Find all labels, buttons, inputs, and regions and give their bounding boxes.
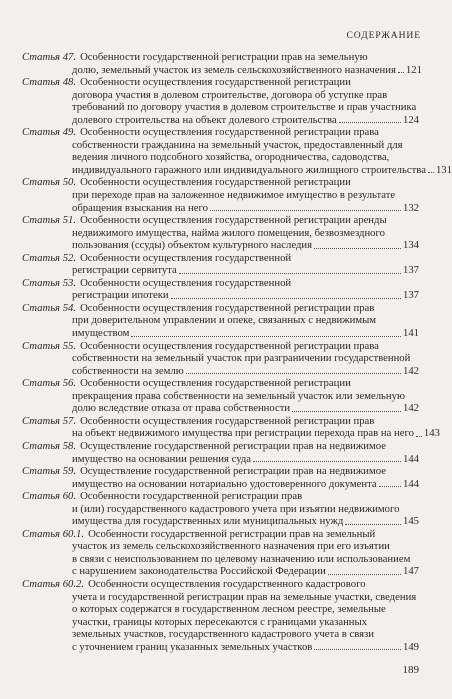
dot-leader bbox=[179, 273, 401, 274]
entry-text-line: Особенности государственной регистрации прав на земельную bbox=[80, 51, 368, 63]
toc-entry[interactable] bbox=[22, 302, 419, 340]
dot-leader bbox=[186, 373, 401, 374]
entry-text-line: с нарушением законодательства Российской Федерации bbox=[72, 565, 326, 578]
entry-page-number: 121 bbox=[405, 63, 422, 76]
article-label: Статья 52. bbox=[22, 251, 77, 264]
entry-text-line: регистрации ипотеки bbox=[72, 289, 169, 302]
entry-text-line: Осуществление государственной регистрации прав на недвижимое bbox=[80, 439, 386, 452]
article-label: Статья 50. bbox=[22, 176, 77, 189]
entry-text-line: пользования (ссуды) объектом культурного наследия bbox=[72, 239, 313, 252]
entry-text-line: собственности на земельный участок при разграничении государственной bbox=[72, 352, 411, 365]
article-label: Статья 55. bbox=[22, 339, 77, 352]
entry-text-line: участки, границы которых пересекаются с границами указанных bbox=[72, 615, 368, 628]
entry-page-number: 132 bbox=[402, 201, 419, 214]
entry-text-line: индивидуального гаражного или индивидуального жилищного строительства bbox=[72, 163, 426, 176]
dot-leader bbox=[328, 574, 401, 575]
entry-text-line: на объект недвижимого имущества при регистрации перехода прав на него bbox=[72, 427, 414, 440]
entry-text-line: в связи с неиспользованием по целевому назначению или использованием bbox=[72, 552, 411, 565]
entry-page-number: 142 bbox=[402, 402, 419, 415]
toc-entry[interactable] bbox=[22, 76, 419, 126]
dot-leader bbox=[428, 172, 434, 173]
article-label: Статья 58. bbox=[22, 439, 77, 452]
table-of-contents bbox=[22, 51, 452, 653]
entry-text-line: Особенности осуществления государственной регистрации прав bbox=[80, 301, 375, 314]
entry-text-line: имущества для государственных или муниципальных нужд bbox=[72, 515, 344, 528]
entry-text-line: ведения личного подсобного хозяйства, огородничества, садоводства, bbox=[72, 151, 390, 164]
dot-leader bbox=[292, 411, 401, 412]
dot-leader bbox=[314, 248, 401, 249]
entry-page-number: 137 bbox=[402, 264, 419, 277]
entry-page-number: 147 bbox=[402, 565, 419, 578]
entry-text-line: земельных участков, государственного кадастрового учета в связи bbox=[72, 628, 374, 641]
toc-entry[interactable] bbox=[22, 465, 419, 490]
entry-text-line: Особенности осуществления государственной регистрации аренды bbox=[80, 214, 387, 227]
toc-entry[interactable] bbox=[22, 126, 452, 176]
entry-text-line: прекращения права собственности на земельный участок или земельную bbox=[72, 389, 405, 402]
dot-leader bbox=[171, 298, 401, 299]
toc-entry[interactable] bbox=[22, 377, 419, 415]
dot-leader bbox=[131, 336, 401, 337]
entry-text-line: регистрации сервитута bbox=[72, 264, 177, 277]
entry-page-number: 149 bbox=[402, 640, 419, 653]
toc-entry[interactable] bbox=[22, 414, 440, 440]
entry-text-line: с уточнением границ указанных земельных участков bbox=[72, 640, 313, 653]
entry-text-line: Особенности государственной регистрации прав bbox=[80, 490, 303, 503]
dot-leader bbox=[210, 210, 401, 211]
entry-page-number: 145 bbox=[402, 515, 419, 528]
article-label: Статья 53. bbox=[22, 276, 77, 289]
entry-page-number: 131 bbox=[435, 163, 452, 176]
entry-text-line: долю, земельный участок из земель сельскохозяйственного назначения bbox=[72, 63, 396, 76]
article-label: Статья 60. bbox=[22, 490, 77, 503]
entry-text-line: Особенности осуществления государственной регистрации bbox=[80, 76, 351, 89]
entry-text-line: собственности на землю bbox=[72, 364, 184, 377]
entry-text-line: Особенности осуществления государственной bbox=[80, 251, 292, 264]
entry-text-line: имущество на основании решения суда bbox=[72, 452, 252, 465]
dot-leader bbox=[345, 524, 401, 525]
entry-text-line: о которых содержатся в государственном лесном реестре, земельные bbox=[72, 603, 386, 616]
entry-page-number: 142 bbox=[402, 364, 419, 377]
article-label: Статья 60.1. bbox=[22, 527, 85, 540]
dot-leader bbox=[416, 436, 422, 437]
toc-entry[interactable] bbox=[22, 340, 419, 378]
article-label: Статья 54. bbox=[22, 301, 77, 314]
entry-text-line: Особенности осуществления государственной регистрации прав bbox=[80, 414, 375, 427]
dot-leader bbox=[339, 122, 401, 123]
toc-entry[interactable] bbox=[22, 51, 422, 76]
article-label: Статья 47. bbox=[22, 51, 77, 63]
entry-text-line: Особенности осуществления государственной регистрации bbox=[80, 176, 351, 189]
entry-text-line: долевого строительства на объект долевого строительства bbox=[72, 113, 337, 126]
entry-page-number: 144 bbox=[402, 452, 419, 465]
toc-entry[interactable] bbox=[22, 277, 419, 302]
entry-text-line: при переходе прав на заложенное недвижимое имущество в результате bbox=[72, 189, 396, 202]
entry-text-line: учета и государственной регистрации прав на земельные участки, сведения bbox=[72, 590, 417, 603]
entry-text-line: Особенности осуществления государственной регистрации права bbox=[80, 126, 379, 139]
entry-text-line: обращения взыскания на него bbox=[72, 201, 208, 214]
entry-page-number: 141 bbox=[402, 327, 419, 340]
article-label: Статья 60.2. bbox=[22, 577, 85, 590]
dot-leader bbox=[398, 72, 404, 73]
dot-leader bbox=[379, 486, 401, 487]
entry-text-line: договора участия в долевом строительстве, договора об уступке прав bbox=[72, 88, 388, 101]
entry-text-line: имущество на основании нотариально удостоверенного документа bbox=[72, 477, 377, 490]
article-label: Статья 56. bbox=[22, 377, 77, 390]
entry-page-number: 124 bbox=[402, 113, 419, 126]
entry-text-line: долю вследствие отказа от права собственности bbox=[72, 402, 291, 415]
article-label: Статья 59. bbox=[22, 465, 77, 478]
entry-page-number: 144 bbox=[402, 477, 419, 490]
entry-text-line: требований по договору участия в долевом строительстве и прав участника bbox=[72, 101, 417, 114]
toc-entry[interactable] bbox=[22, 490, 419, 528]
page-number: 189 bbox=[402, 664, 419, 676]
entry-text-line: участок из земель сельскохозяйственного назначения при его изъятии bbox=[72, 540, 390, 553]
entry-text-line: имуществом bbox=[72, 327, 130, 340]
entry-page-number: 134 bbox=[402, 239, 419, 252]
article-label: Статья 57. bbox=[22, 414, 77, 427]
toc-entry[interactable] bbox=[22, 252, 419, 277]
article-label: Статья 48. bbox=[22, 76, 77, 89]
entry-text-line: Особенности осуществления государственной bbox=[80, 276, 292, 289]
entry-text-line: и (или) государственного кадастрового учета при изъятии недвижимого bbox=[72, 502, 400, 515]
dot-leader bbox=[253, 461, 401, 462]
toc-entry[interactable] bbox=[22, 176, 419, 214]
dot-leader bbox=[314, 649, 401, 650]
running-header: СОДЕРЖАНИЕ bbox=[346, 30, 421, 41]
entry-text-line: Особенности осуществления государственного кадастрового bbox=[88, 577, 366, 590]
article-label: Статья 51. bbox=[22, 214, 77, 227]
article-label: Статья 49. bbox=[22, 126, 77, 139]
entry-page-number: 143 bbox=[423, 427, 440, 440]
entry-text-line: Особенности государственной регистрации прав на земельный bbox=[88, 527, 376, 540]
entry-text-line: Особенности осуществления государственной регистрации bbox=[80, 377, 351, 390]
toc-entry[interactable] bbox=[22, 440, 419, 465]
entry-text-line: Осуществление государственной регистрации прав на недвижимое bbox=[80, 465, 386, 478]
toc-entry[interactable] bbox=[22, 578, 419, 653]
toc-entry[interactable] bbox=[22, 528, 419, 578]
entry-text-line: при доверительном управлении и опеке, связанных с недвижимым bbox=[72, 314, 377, 327]
toc-entry[interactable] bbox=[22, 214, 419, 252]
entry-text-line: собственности гражданина на земельный участок, предоставленный для bbox=[72, 138, 403, 151]
entry-text-line: Особенности осуществления государственной регистрации права bbox=[80, 339, 379, 352]
entry-text-line: недвижимого имущества, найма жилого помещения, безвозмездного bbox=[72, 226, 385, 239]
entry-page-number: 137 bbox=[402, 289, 419, 302]
